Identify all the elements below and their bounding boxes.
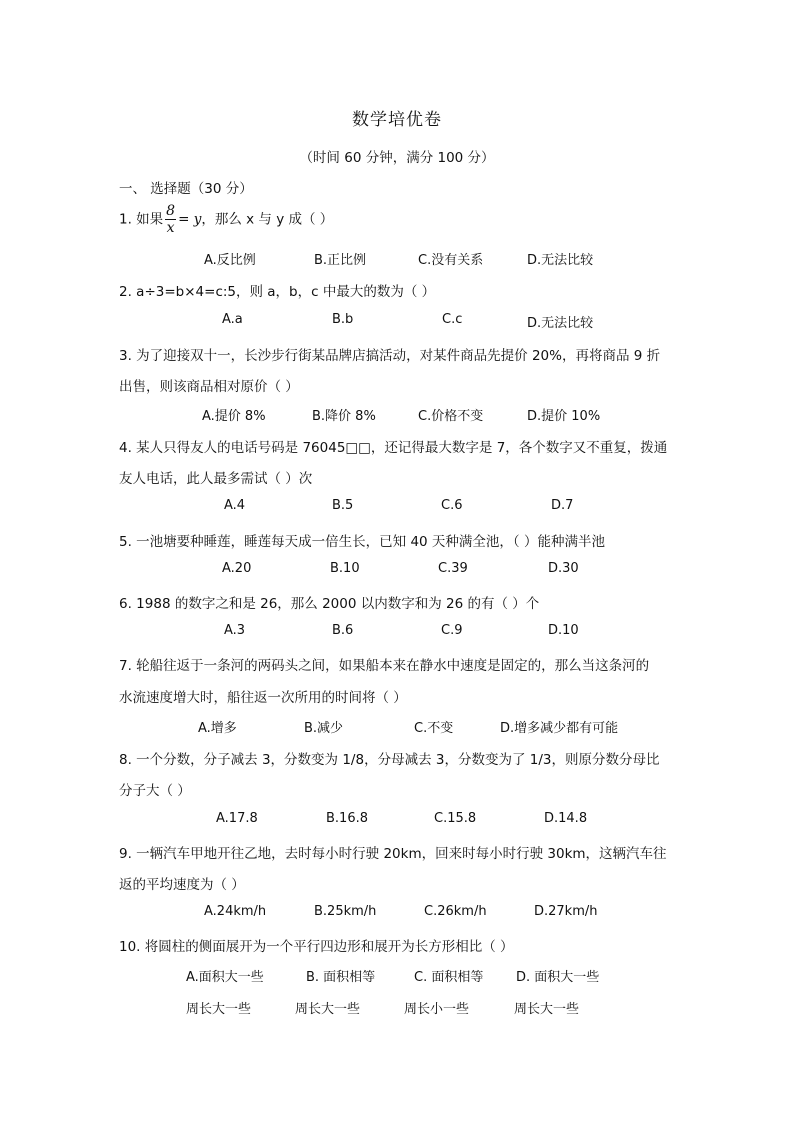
option-d[interactable]: D.无法比较 xyxy=(527,253,594,268)
option-a-line-2: 周长大一些 xyxy=(186,1002,252,1017)
option-a[interactable]: A.17.8 xyxy=(216,811,258,826)
question-1 xyxy=(119,203,333,236)
option-b[interactable]: B.25km/h xyxy=(314,904,377,919)
question-8-line-2: 分子大（ ） xyxy=(119,783,191,799)
option-c[interactable]: C.6 xyxy=(441,498,463,513)
question-4-line-1: 4. 某人只得友人的电话号码是 76045□□，还记得最大数字是 7，各个数字又不重复，拨通 xyxy=(119,440,668,456)
question-1-prefix: 1. 如果 xyxy=(119,211,164,228)
equation-rhs: = y xyxy=(178,211,202,228)
question-5: 5. 一池塘要种睡莲，睡莲每天成一倍生长，已知 40 天种满全池，（ ）能种满半池 xyxy=(119,534,605,550)
option-c[interactable]: C.c xyxy=(442,312,463,327)
option-c[interactable]: C. 面积相等 xyxy=(414,970,484,985)
option-a[interactable]: A.反比例 xyxy=(204,253,256,268)
question-1-suffix: ，那么 x 与 y 成（ ） xyxy=(201,211,334,228)
question-2: 2. a÷3=b×4=c:5，则 a，b，c 中最大的数为（ ） xyxy=(119,284,436,300)
option-c[interactable]: C.价格不变 xyxy=(418,409,484,424)
question-4-line-2: 友人电话，此人最多需试（ ）次 xyxy=(119,471,313,487)
section-heading: 一、 选择题（30 分） xyxy=(119,181,253,197)
page-subtitle: （时间 60 分钟，满分 100 分） xyxy=(299,150,495,166)
fraction-denominator: x xyxy=(166,220,175,236)
option-d[interactable]: D.14.8 xyxy=(544,811,588,826)
option-b[interactable]: B.10 xyxy=(330,561,360,576)
option-c[interactable]: C.15.8 xyxy=(434,811,477,826)
option-d[interactable]: D.无法比较 xyxy=(527,316,594,331)
page-title: 数学培优卷 xyxy=(352,110,442,130)
option-b[interactable]: B.16.8 xyxy=(326,811,368,826)
option-d[interactable]: D. 面积大一些 xyxy=(516,970,600,985)
question-6: 6. 1988 的数字之和是 26，那么 2000 以内数字和为 26 的有（ ）个 xyxy=(119,596,540,612)
option-d[interactable]: D.27km/h xyxy=(534,904,598,919)
option-d[interactable]: D.增多减少都有可能 xyxy=(500,721,619,736)
question-7-line-1: 7. 轮船往返于一条河的两码头之间，如果船本来在静水中速度是固定的，那么当这条河的 xyxy=(119,658,650,674)
option-a[interactable]: A.增多 xyxy=(198,721,237,736)
option-b[interactable]: B.6 xyxy=(332,623,354,638)
fraction-numerator: 8 xyxy=(166,203,176,219)
option-d[interactable]: D.10 xyxy=(548,623,579,638)
option-a[interactable]: A.3 xyxy=(224,623,246,638)
option-b[interactable]: B.b xyxy=(332,312,354,327)
question-10: 10. 将圆柱的侧面展开为一个平行四边形和展开为长方形相比（ ） xyxy=(119,939,514,955)
fraction-8-over-x xyxy=(165,203,176,236)
question-7-line-2: 水流速度增大时，船往返一次所用的时间将（ ） xyxy=(119,690,407,706)
option-c[interactable]: C.39 xyxy=(438,561,468,576)
question-9-line-2: 返的平均速度为（ ） xyxy=(119,877,245,893)
option-c[interactable]: C.26km/h xyxy=(424,904,487,919)
option-c[interactable]: C.9 xyxy=(441,623,463,638)
option-d[interactable]: D.7 xyxy=(551,498,574,513)
option-a[interactable]: A.提价 8% xyxy=(202,409,266,424)
option-b[interactable]: B. 面积相等 xyxy=(306,970,376,985)
option-a[interactable]: A.面积大一些 xyxy=(186,970,264,985)
option-a[interactable]: A.a xyxy=(222,312,243,327)
question-3-line-1: 3. 为了迎接双十一，长沙步行街某品牌店搞活动，对某件商品先提价 20%，再将商品 9 折 xyxy=(119,348,661,364)
option-d[interactable]: D.提价 10% xyxy=(527,409,601,424)
option-c-line-2: 周长小一些 xyxy=(404,1002,470,1017)
option-b[interactable]: B.正比例 xyxy=(314,253,367,268)
option-a[interactable]: A.20 xyxy=(222,561,252,576)
option-a[interactable]: A.4 xyxy=(224,498,246,513)
question-3-line-2: 出售，则该商品相对原价（ ） xyxy=(119,379,299,395)
option-b[interactable]: B.减少 xyxy=(304,721,344,736)
question-8-line-1: 8. 一个分数，分子减去 3，分数变为 1/8，分母减去 3，分数变为了 1/3，则原分数分母比 xyxy=(119,752,660,768)
option-a[interactable]: A.24km/h xyxy=(204,904,267,919)
option-b[interactable]: B.5 xyxy=(332,498,354,513)
question-9-line-1: 9. 一辆汽车甲地开往乙地，去时每小时行驶 20km，回来时每小时行驶 30km，这辆汽车往 xyxy=(119,846,667,862)
option-d-line-2: 周长大一些 xyxy=(514,1002,580,1017)
option-b-line-2: 周长大一些 xyxy=(295,1002,361,1017)
option-d[interactable]: D.30 xyxy=(548,561,579,576)
option-c[interactable]: C.没有关系 xyxy=(418,253,484,268)
option-c[interactable]: C.不变 xyxy=(414,721,454,736)
option-b[interactable]: B.降价 8% xyxy=(312,409,376,424)
